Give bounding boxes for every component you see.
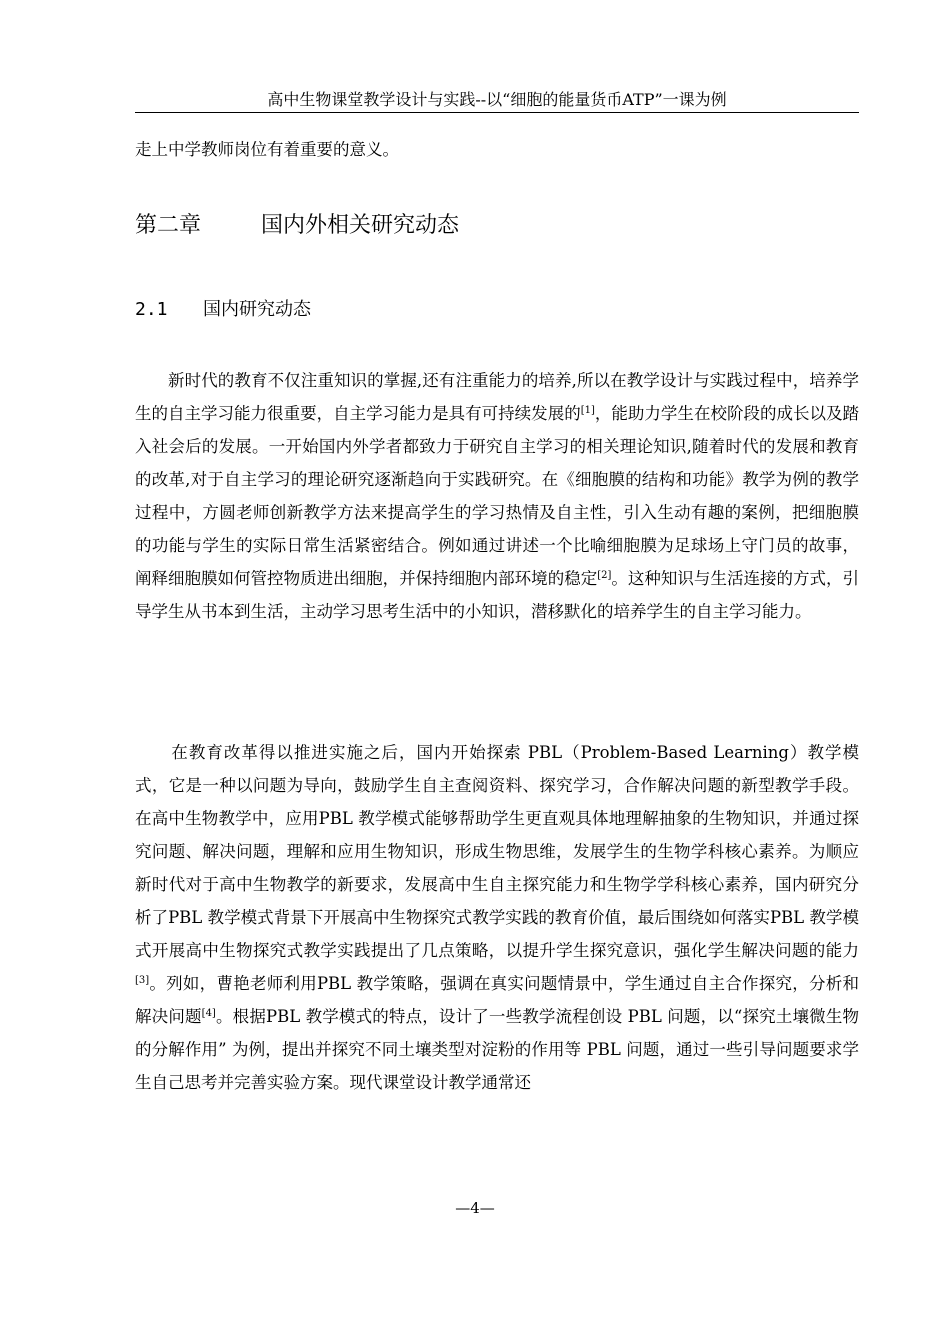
page-number: —4— [455, 1199, 495, 1217]
body-paragraph-2 [135, 736, 859, 1099]
citation-ref-2[interactable]: [2] [597, 570, 612, 581]
section-heading [135, 294, 311, 326]
citation-ref-4[interactable]: [4] [201, 1008, 216, 1019]
paragraph-text: 在教育改革得以推进实施之后，国内开始探索 PBL（Problem-Based Learning）教学模式，它是一种以问题为导向，鼓励学生自主查阅资料、探究学习，合作解决问题的新型教学手段。在高中生物教学中，应用PBL 教学模式能够帮助学生更直观具体地理解抽象的生物知识，并通过探究问题、解决问题，理解和应用生物知识，形成生物思维，发展学生的生物学科核心素养。为顺应新时代对于高中生物教学的新要求，发展高中生自主探究能力和生物学学科核心素养，国内研究分析了PBL 教学模式背景下开展高中生物探究式教学实践的教育价值，最后围绕如何落实PBL 教学模式开展高中生物探究式教学实践提出了几点策略，以提升学生探究意识，强化学生解决问题的能力 [135, 743, 859, 960]
running-header: 高中生物课堂教学设计与实践--以“细胞的能量货币ATP”一课为例 [135, 88, 859, 113]
citation-ref-1[interactable]: [1] [580, 405, 595, 416]
body-paragraph-1 [135, 364, 859, 628]
section-title: 国内研究动态 [203, 299, 311, 320]
paragraph-text: ，能助力学生在校阶段的成长以及踏入社会后的发展。一开始国内外学者都致力于研究自主学习的相关理论知识,随着时代的发展和教育的改革,对于自主学习的理论研究逐渐趋向于实践研究。在《细胞膜的结构和功能》教学为例的教学过程中，方圆老师创新教学方法来提高学生的学习热情及自主性，引入生动有趣的案例，把细胞膜的功能与学生的实际日常生活紧密结合。例如通过讲述一个比喻细胞膜为足球场上守门员的故事，阐释细胞膜如何管控物质进出细胞，并保持细胞内部环境的稳定 [135, 404, 860, 588]
continuation-text: 走上中学教师岗位有着重要的意义。 [135, 140, 399, 159]
citation-ref-3[interactable]: [3] [135, 975, 150, 986]
chapter-heading [135, 206, 459, 246]
chapter-title: 国内外相关研究动态 [261, 213, 460, 238]
chapter-number: 第二章 [135, 213, 202, 238]
paragraph-text: 新时代的教育不仅注重知识的掌握,还有注重能力的培养,所以在教学设计与实践过程中，培养学生的自主学习能力很重要，自主学习能力是具有可持续发展的 [135, 371, 859, 423]
section-number: 2.1 [135, 299, 168, 320]
paragraph-text: 。列如，曹艳老师利用PBL 教学策略，强调在真实问题情景中，学生通过自主合作探究，分析和解决问题 [135, 974, 859, 1026]
paragraph-text: 。这种知识与生活连接的方式，引导学生从书本到生活，主动学习思考生活中的小知识，潜移默化的培养学生的自主学习能力。 [135, 569, 860, 621]
paragraph-text: 。根据PBL 教学模式的特点，设计了一些教学流程创设 PBL 问题，以“探究土壤微生物的分解作用” 为例，提出并探究不同土壤类型对淀粉的作用等 PBL 问题，通过一些引导问题要求学生自己思考并完善实验方案。现代课堂设计教学通常还 [135, 1007, 860, 1092]
